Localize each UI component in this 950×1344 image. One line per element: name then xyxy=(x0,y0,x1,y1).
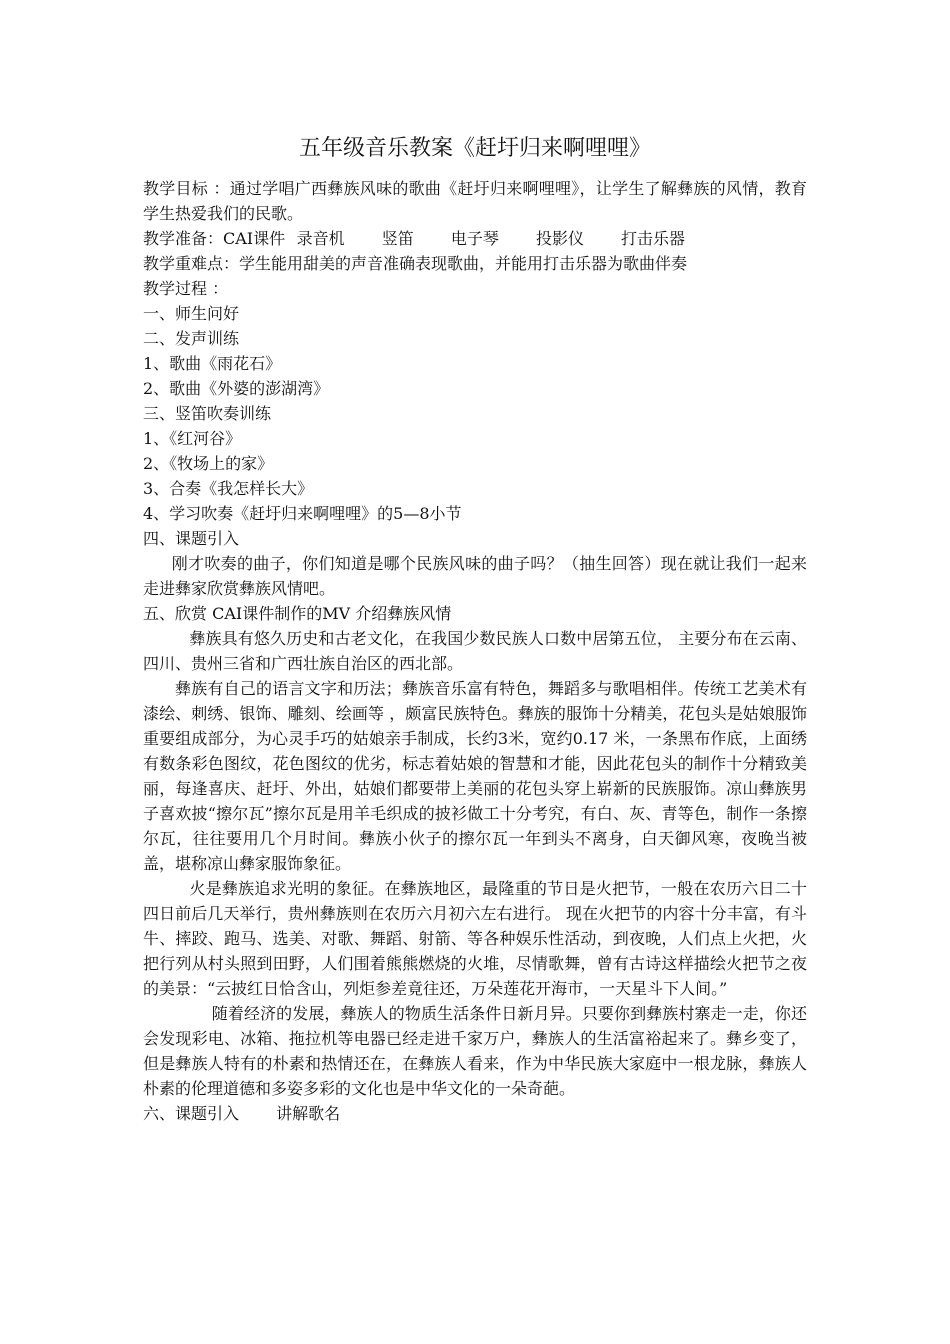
paragraph: 彝族有自己的语言文字和历法；彝族音乐富有特色，舞蹈多与歌唱相伴。传统工艺美术有漆绘、刺绣、银饰、雕刻、绘画等 ，颇富民族特色。彝族的服饰十分精美，花包头是姑娘服饰重要组成部分，为心灵手巧的姑娘亲手制成，长约3米，宽约0.17 米，一条黑布作底，上面绣有数条彩色图纹，花色图纹的优劣，标志着姑娘的智慧和才能，因此花包头的制作十分精致美丽，每逢喜庆、赶圩、外出，姑娘们都要带上美丽的花包头穿上崭新的民族服饰。凉山彝族男子喜欢披“擦尔瓦”擦尔瓦是用羊毛织成的披衫做工十分考究，有白、灰、青等色，制作一条擦尔瓦，往往要用几个月时间。彝族小伙子的擦尔瓦一年到头不离身，白天御风寒，夜晚当被盖，堪称凉山彝家服饰象征。 xyxy=(143,679,807,873)
document-title: 五年级音乐教案《赶圩归来啊哩哩》 xyxy=(298,136,651,161)
section-heading: 五、欣赏 CAI课件制作的MV 介绍彝族风情 xyxy=(143,604,452,623)
document-body xyxy=(143,176,807,1126)
prep-item: 电子琴 xyxy=(450,229,499,248)
section-title: 六、课题引入 xyxy=(143,1104,240,1123)
list-item: 1、歌曲《雨花石》 xyxy=(143,354,282,373)
paragraph: 彝族具有悠久历史和古老文化，在我国少数民族人口数中居第五位， 主要分布在云南、四川、贵州三省和广西壮族自治区的西北部。 xyxy=(143,629,807,673)
teaching-objective: 教学目标 ：通过学唱广西彝族风味的歌曲《赶圩归来啊哩哩》，让学生了解彝族的风情，教育学生热爱我们的民歌。 xyxy=(143,179,807,223)
section-heading xyxy=(143,1101,807,1126)
section-heading: 一、师生问好 xyxy=(143,304,240,323)
prep-label: 教学准备：CAI课件 xyxy=(143,229,286,248)
process-label: 教学过程 ： xyxy=(143,279,229,298)
key-points: 教学重难点：学生能用甜美的声音准确表现歌曲，并能用打击乐器为歌曲伴奏 xyxy=(143,254,688,273)
prep-item: 打击乐器 xyxy=(621,229,686,248)
prep-item: 投影仪 xyxy=(535,229,584,248)
list-item: 1、《红河谷》 xyxy=(143,429,242,448)
teaching-preparation xyxy=(143,226,807,251)
section-heading: 三、竖笛吹奏训练 xyxy=(143,404,272,423)
paragraph: 随着经济的发展，彝族人的物质生活条件日新月异。只要你到彝族村寨走一走，你还会发现彩电、冰箱、拖拉机等电器已经走进千家万户，彝族人的生活富裕起来了。彝乡变了，但是彝族人特有的朴素和热情还在，在彝族人看来，作为中华民族大家庭中一根龙脉，彝族人朴素的伦理道德和多姿多彩的文化也是中华文化的一朵奇葩。 xyxy=(143,1004,807,1098)
section-heading: 二、发声训练 xyxy=(143,329,240,348)
list-item: 2、歌曲《外婆的澎湖湾》 xyxy=(143,379,330,398)
paragraph: 火是彝族追求光明的象征。在彝族地区，最隆重的节日是火把节，一般在农历六日二十四日前后几天举行，贵州彝族则在农历六月初六左右进行。 现在火把节的内容十分丰富，有斗牛、摔跤、跑马、选美、对歌、舞蹈、射箭、等各种娱乐性活动，到夜晚，人们点上火把，火把行列从村头照到田野，人们围着熊熊燃烧的火堆，尽情歌舞，曾有古诗这样描绘火把节之夜的美景：“云披红日恰含山，列炬参差竟往还，万朵莲花开海市，一天星斗下人间。” xyxy=(143,879,807,998)
list-item: 2、《牧场上的家》 xyxy=(143,454,274,473)
paragraph: 刚才吹奏的曲子，你们知道是哪个民族风味的曲子吗？（抽生回答）现在就让我们一起来走进彝家欣赏彝族风情吧。 xyxy=(143,554,807,598)
section-heading: 四、课题引入 xyxy=(143,529,240,548)
prep-item: 竖笛 xyxy=(381,229,414,248)
list-item: 4、学习吹奏《赶圩归来啊哩哩》的5—8小节 xyxy=(143,504,462,523)
prep-item: 录音机 xyxy=(296,229,345,248)
section-subtitle: 讲解歌名 xyxy=(276,1104,341,1123)
list-item: 3、合奏《我怎样长大》 xyxy=(143,479,314,498)
